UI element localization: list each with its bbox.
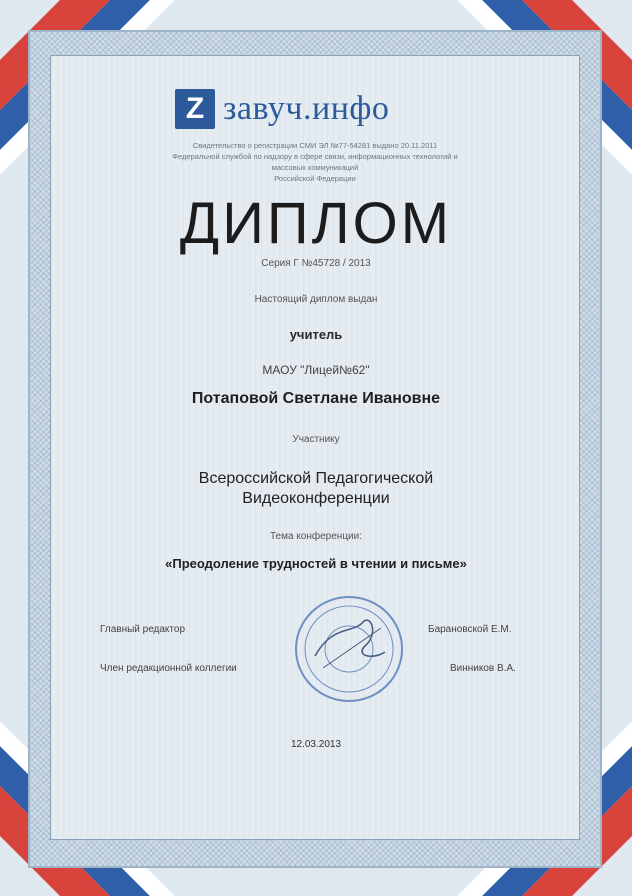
site-logo — [175, 86, 389, 132]
registration-line: Свидетельство о регистрации СМИ ЭЛ №77-54281 выдано 20.11.2011 — [192, 141, 438, 150]
board-member-name: Винников В.А. — [450, 663, 516, 674]
chief-editor-name: Барановской Е.М. — [428, 624, 512, 635]
school-name: МАОУ "Лицей№62" — [262, 363, 370, 377]
conference-topic: «Преодоление трудностей в чтении и письме» — [165, 556, 467, 571]
event-line-1: Всероссийской Педагогической — [198, 470, 434, 487]
series-number: Серия Г №45728 / 2013 — [261, 258, 371, 269]
position: учитель — [289, 327, 343, 342]
logo-letter-icon: Z — [175, 89, 215, 129]
registration-line: Российской Федерации — [274, 174, 356, 183]
event-line-2: Видеоконференции — [242, 490, 390, 507]
topic-label: Тема конференции: — [269, 531, 362, 542]
diploma-title: ДИПЛОМ — [179, 191, 453, 256]
logo-text: завуч.инфо — [223, 90, 390, 127]
chief-editor-label: Главный редактор — [100, 624, 186, 635]
registration-line: Федеральной службой по надзору в сфере связи, информационных технологий и массовых коммуникаций — [172, 152, 458, 172]
board-member-label: Член редакционной коллегии — [100, 663, 237, 674]
recipient-name: Потаповой Светлане Ивановне — [191, 390, 441, 407]
participant-label: Участнику — [292, 434, 340, 445]
registration-info — [165, 140, 465, 184]
issued-to-label: Настоящий диплом выдан — [254, 294, 378, 305]
official-stamp — [293, 594, 405, 704]
issue-date: 12.03.2013 — [290, 739, 342, 750]
